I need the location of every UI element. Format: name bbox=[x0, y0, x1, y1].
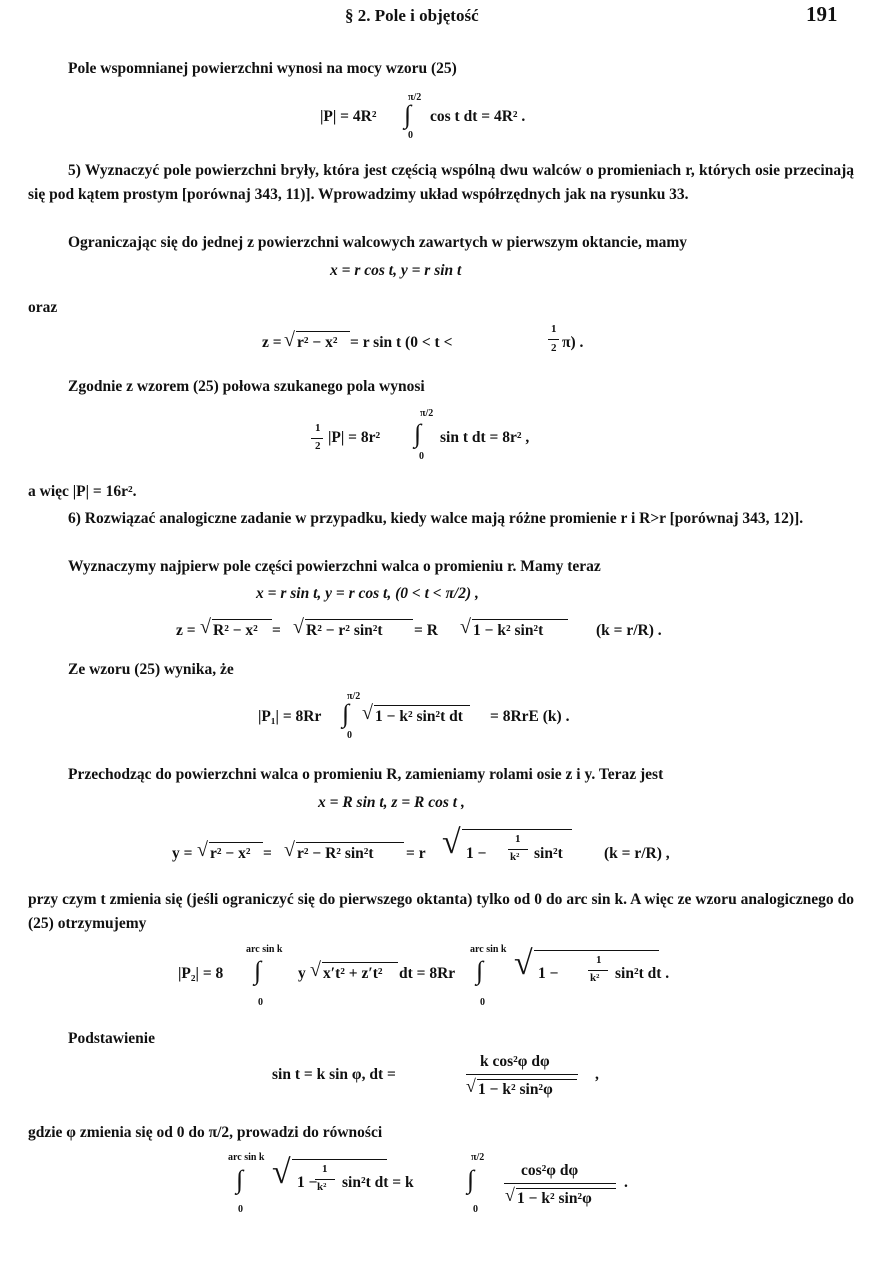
integral-sign: ∫ bbox=[236, 1165, 244, 1194]
frac-num: 1 bbox=[315, 422, 321, 434]
formula-10-radicand-2b: sin²t dt . bbox=[615, 965, 670, 982]
sqrt-bar bbox=[296, 842, 404, 843]
frac-line bbox=[508, 849, 528, 850]
formula-3-left: z = bbox=[262, 334, 282, 351]
frac-den: 1 − k² sin²φ bbox=[478, 1081, 553, 1098]
lower-limit: 0 bbox=[480, 997, 485, 1008]
formula-10-mid: dt = 8Rr bbox=[399, 965, 456, 982]
paragraph-first: Wyznaczymy najpierw pole części powierzchni walca o promieniu r. Mamy teraz bbox=[68, 558, 601, 575]
paragraph-where: przy czym t zmienia się (jeśli ograniczyć się do pierwszego oktanta) tylko od 0 do arc sin k. A więc ze wzoru analogicznego do (25) otrzymujemy bbox=[28, 891, 854, 932]
sqrt-bar bbox=[477, 1079, 577, 1080]
formula-10-radicand-2a: 1 − bbox=[538, 965, 559, 982]
big-sqrt-sign: √ bbox=[272, 1154, 291, 1191]
paragraph-where-phi: gdzie φ zmienia się od 0 do π/2, prowadzi do równości bbox=[28, 1124, 383, 1141]
upper-limit: π/2 bbox=[471, 1152, 485, 1163]
lower-limit: 0 bbox=[258, 997, 263, 1008]
formula-9-mid: = r bbox=[406, 845, 426, 862]
paragraph-from-formula: Ze wzoru (25) wynika, że bbox=[68, 661, 234, 678]
formula-5: x = r sin t, y = r cos t, (0 < t < π/2) , bbox=[256, 585, 479, 602]
exercise-6: 6) Rozwiązać analogiczne zadanie w przypadku, kiedy walce mają różne promienie r i R>r [porównaj 343, 12)]. bbox=[68, 510, 804, 527]
word-oraz: oraz bbox=[28, 299, 58, 316]
frac-num: 1 bbox=[322, 1163, 328, 1175]
upper-limit: π/2 bbox=[420, 408, 434, 419]
formula-12-end: . bbox=[624, 1174, 628, 1191]
frac-line bbox=[504, 1183, 616, 1184]
sqrt-sign: √ bbox=[293, 616, 304, 638]
formula-9-radicand-2: r² − R² sin²t bbox=[297, 845, 374, 862]
word-podstawienie: Podstawienie bbox=[68, 1030, 155, 1047]
sqrt-bar bbox=[209, 842, 263, 843]
upper-limit: arc sin k bbox=[246, 944, 283, 955]
formula-6-radicand-1: R² − x² bbox=[213, 622, 258, 639]
frac-num: k cos²φ dφ bbox=[480, 1053, 550, 1070]
exercise-5: 5) Wyznaczyć pole powierzchni bryły, która jest częścią wspólną dwu walców o promieniach r, których osie przecinają się pod kątem prostym [porównaj 343, 11)]. Wprowadzimy układ współrzędnych jak na rysunku 33. bbox=[28, 162, 854, 203]
sqrt-bar bbox=[374, 705, 470, 706]
formula-9-eq: = bbox=[263, 845, 272, 862]
formula-7-right: = 8RrE (k) . bbox=[490, 708, 570, 725]
formula-6-eq: = bbox=[272, 622, 281, 639]
formula-6-end: (k = r/R) . bbox=[596, 622, 662, 639]
sqrt-bar bbox=[462, 829, 572, 830]
formula-6-mid: = R bbox=[414, 622, 438, 639]
big-sqrt-sign: √ bbox=[442, 824, 461, 861]
formula-10-y: y bbox=[298, 965, 306, 982]
formula-11-left: sin t = k sin φ, dt = bbox=[272, 1066, 396, 1083]
upper-limit: π/2 bbox=[408, 92, 422, 103]
integral-sign: ∫ bbox=[467, 1165, 475, 1194]
integral-sign: ∫ bbox=[342, 699, 350, 728]
formula-9-end: (k = r/R) , bbox=[604, 845, 670, 862]
frac-line bbox=[466, 1074, 578, 1075]
integral-sign: ∫ bbox=[254, 956, 262, 985]
formula-1-right: cos t dt = 4R² . bbox=[430, 108, 526, 125]
formula-6-radicand-2: R² − r² sin²t bbox=[306, 622, 383, 639]
sqrt-sign: √ bbox=[310, 959, 321, 981]
big-sqrt-sign: √ bbox=[514, 945, 533, 982]
sqrt-bar bbox=[212, 619, 272, 620]
frac-den: 2 bbox=[551, 342, 557, 354]
formula-12-radicand-a: 1 − bbox=[297, 1174, 318, 1191]
paragraph-passing: Przechodząc do powierzchni walca o promieniu R, zamieniamy rolami osie z i y. Teraz jest bbox=[68, 766, 664, 783]
formula-10-radicand-1: x′t² + z′t² bbox=[323, 965, 383, 982]
formula-10-left: |P₂| = 8 bbox=[178, 965, 224, 982]
frac-line bbox=[548, 339, 559, 340]
lower-limit: 0 bbox=[473, 1204, 478, 1215]
paragraph-restricting: Ograniczając się do jednej z powierzchni walcowych zawartych w pierwszym oktancie, mamy bbox=[68, 234, 688, 251]
sqrt-sign: √ bbox=[460, 616, 471, 638]
sqrt-bar bbox=[322, 962, 398, 963]
page-number: 191 bbox=[806, 2, 838, 26]
sqrt-bar bbox=[516, 1188, 616, 1189]
lower-limit: 0 bbox=[347, 730, 352, 741]
integral-sign: ∫ bbox=[414, 419, 422, 448]
formula-6-left: z = bbox=[176, 622, 196, 639]
frac-line bbox=[315, 1179, 335, 1180]
running-header: § 2. Pole i objętość bbox=[345, 6, 479, 25]
sqrt-bar bbox=[296, 331, 350, 332]
sqrt-bar bbox=[534, 950, 659, 951]
formula-6-radicand-3: 1 − k² sin²t bbox=[473, 622, 544, 639]
formula-2: x = r cos t, y = r sin t bbox=[330, 262, 462, 279]
upper-limit: arc sin k bbox=[470, 944, 507, 955]
formula-9-left: y = bbox=[172, 845, 193, 862]
frac-num: cos²φ dφ bbox=[521, 1162, 579, 1179]
upper-limit: π/2 bbox=[347, 691, 361, 702]
integral-sign: ∫ bbox=[404, 100, 412, 129]
conclusion-ex5: a więc |P| = 16r². bbox=[28, 483, 137, 500]
paragraph-according: Zgodnie z wzorem (25) połowa szukanego pola wynosi bbox=[68, 378, 425, 395]
formula-8: x = R sin t, z = R cos t , bbox=[318, 794, 465, 811]
formula-4-left: |P| = 8r² bbox=[328, 429, 381, 446]
formula-9-radicand-3b: sin²t bbox=[534, 845, 563, 862]
sqrt-sign: √ bbox=[362, 702, 373, 724]
sqrt-sign: √ bbox=[505, 1185, 515, 1205]
frac-den: 2 bbox=[315, 440, 321, 452]
sqrt-bar bbox=[305, 619, 413, 620]
sqrt-sign: √ bbox=[197, 839, 208, 861]
frac-num: 1 bbox=[515, 833, 521, 845]
formula-3-end: π) . bbox=[562, 334, 584, 351]
formula-3-mid: = r sin t (0 < t < bbox=[350, 334, 453, 351]
formula-12-radicand-b: sin²t dt = k bbox=[342, 1174, 414, 1191]
frac-num: 1 bbox=[596, 954, 602, 966]
frac-line bbox=[588, 970, 608, 971]
formula-9-radicand-3a: 1 − bbox=[466, 845, 487, 862]
formula-11-end: , bbox=[595, 1066, 599, 1083]
sqrt-bar bbox=[472, 619, 568, 620]
formula-1-left: |P| = 4R² bbox=[320, 108, 377, 125]
lower-limit: 0 bbox=[419, 451, 424, 462]
upper-limit: arc sin k bbox=[228, 1152, 265, 1163]
lower-limit: 0 bbox=[238, 1204, 243, 1215]
frac-num: 1 bbox=[551, 323, 557, 335]
integral-sign: ∫ bbox=[476, 956, 484, 985]
frac-den: k² bbox=[317, 1181, 327, 1193]
sqrt-sign: √ bbox=[466, 1076, 476, 1096]
formula-4-right: sin t dt = 8r² , bbox=[440, 429, 530, 446]
formula-7-left: |P₁| = 8Rr bbox=[258, 708, 322, 725]
sqrt-sign: √ bbox=[284, 839, 295, 861]
frac-den: 1 − k² sin²φ bbox=[517, 1190, 592, 1207]
sqrt-sign: √ bbox=[200, 616, 211, 638]
formula-9-radicand-1: r² − x² bbox=[210, 845, 251, 862]
sqrt-sign: √ bbox=[284, 329, 295, 351]
lower-limit: 0 bbox=[408, 130, 413, 141]
frac-line bbox=[311, 438, 323, 439]
formula-7-radicand: 1 − k² sin²t dt bbox=[375, 708, 463, 725]
frac-den: k² bbox=[510, 851, 520, 863]
sqrt-bar bbox=[292, 1159, 387, 1160]
formula-3-radicand: r² − x² bbox=[297, 334, 338, 351]
paragraph-intro: Pole wspomnianej powierzchni wynosi na mocy wzoru (25) bbox=[68, 60, 457, 77]
frac-den: k² bbox=[590, 972, 600, 984]
